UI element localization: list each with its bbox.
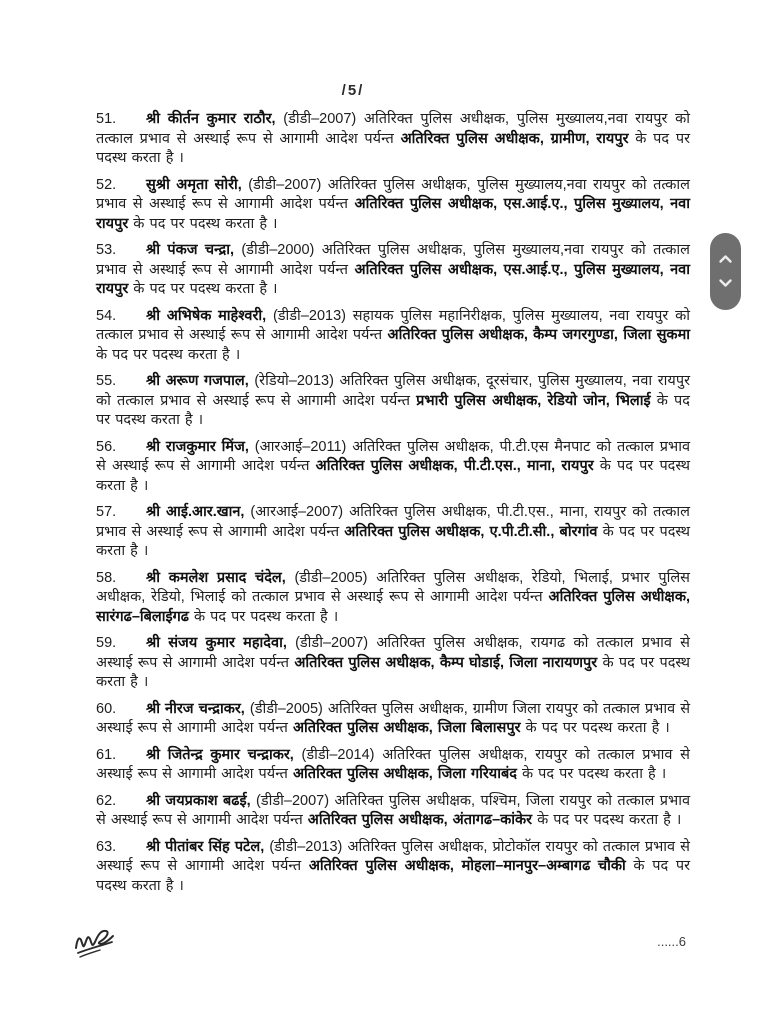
order-item	[96, 241, 690, 300]
item-body-text: (डीडी–2014) अतिरिक्त पुलिस अधीक्षक, रायपुर को तत्काल प्रभाव से अस्थाई रूप से आगामी आदेश पर्यन्त	[96, 746, 690, 782]
item-tail-text: के पद पर पदस्थ करता है ।	[128, 281, 278, 297]
scroll-controls	[710, 233, 741, 310]
item-body-text: (आरआई–2011) अतिरिक्त पुलिस अधीक्षक, पी.टी.एस मैनपाट को तत्काल प्रभाव से अस्थाई रूप से आगामी आदेश पर्यन्त	[96, 438, 691, 474]
item-number: 62.	[96, 792, 117, 809]
item-tail-text: के पद पर पदस्थ करता है ।	[532, 812, 682, 828]
item-number: 58.	[96, 569, 117, 586]
item-body-text: (रेडियो–2013) अतिरिक्त पुलिस अधीक्षक, दूरसंचार, पुलिस मुख्यालय, नवा रायपुर को तत्काल प्रभाव से अस्थाई रूप से आगामी आदेश पर्यन्त	[96, 373, 690, 409]
order-list	[96, 110, 690, 903]
item-number: 59.	[96, 635, 117, 651]
item-body-text: (डीडी–2013) सहायक पुलिस महानिरीक्षक, पुलिस मुख्यालय, नवा रायपुर को तत्काल प्रभाव से अस्थाई रूप से आगामी आदेश पर्यन्त	[96, 307, 690, 343]
new-posting: अतिरिक्त पुलिस अधीक्षक, मोहला–मानपुर–अम्बागढ चौकी	[308, 858, 626, 874]
item-number: 60.	[96, 700, 117, 717]
new-posting: अतिरिक्त पुलिस अधीक्षक, कैम्प जगरगुण्डा, जिला सुकमा	[387, 327, 690, 343]
item-tail-text: के पद पर पदस्थ करता है ।	[128, 215, 278, 232]
item-tail-text: के पद पर पदस्थ करता है ।	[96, 858, 691, 894]
officer-name: श्री जयप्रकाश बढई,	[146, 792, 251, 809]
officer-name: श्री जितेन्द्र कुमार चन्द्राकर,	[146, 746, 294, 763]
item-number: 61.	[96, 746, 117, 763]
item-body-text: (डीडी–2007) अतिरिक्त पुलिस अधीक्षक, पुलिस मुख्यालय,नवा रायपुर को तत्काल प्रभाव से अस्थाई रूप से आगामी आदेश पर्यन्त	[96, 176, 691, 212]
item-body-text: (डीडी–2000) अतिरिक्त पुलिस अधीक्षक, पुलिस मुख्यालय,नवा रायपुर को तत्काल प्रभाव से अस्थाई रूप से आगामी आदेश पर्यन्त	[96, 242, 690, 278]
item-number: 57.	[96, 504, 117, 520]
officer-name: श्री अरूण गजपाल,	[146, 373, 249, 389]
order-item	[96, 700, 690, 739]
order-item	[96, 438, 690, 497]
officer-name: श्री कमलेश प्रसाद चंदेल,	[146, 569, 286, 586]
item-tail-text: के पद पर पदस्थ करता है ।	[96, 458, 690, 494]
new-posting: अतिरिक्त पुलिस अधीक्षक, सारंगढ–बिलाईगढ	[96, 589, 690, 625]
item-body-text: (आरआई–2007) अतिरिक्त पुलिस अधीक्षक, पी.टी.एस., माना, रायपुर को तत्काल प्रभाव से अस्थाई रूप से आगामी आदेश पर्यन्त	[96, 504, 691, 540]
next-page-number: ......6	[657, 934, 686, 949]
order-item	[96, 792, 690, 831]
item-body-text: (डीडी–2005) अतिरिक्त पुलिस अधीक्षक, रेडियो, भिलाई, प्रभार पुलिस अधीक्षक, रेडियो, भिलाई को तत्काल प्रभाव से अस्थाई रूप से आगामी आदेश पर्यन्त	[96, 569, 690, 605]
page-number: /5/	[341, 82, 365, 99]
order-item	[96, 569, 690, 628]
signature-mark	[70, 922, 134, 970]
officer-name: श्री आई.आर.खान,	[146, 504, 245, 520]
officer-name: श्री राजकुमार मिंज,	[146, 438, 249, 455]
officer-name: श्री नीरज चन्द्राकर,	[146, 700, 245, 717]
item-tail-text: के पद पर पदस्थ करता है ।	[96, 130, 691, 166]
item-number: 55.	[96, 373, 117, 389]
item-number: 56.	[96, 438, 117, 455]
order-item	[96, 634, 690, 693]
item-number: 54.	[96, 307, 117, 324]
new-posting: अतिरिक्त पुलिस अधीक्षक, पी.टी.एस., माना, रायपुर	[315, 458, 594, 474]
scroll-up-button[interactable]	[717, 254, 735, 266]
officer-name: श्री संजय कुमार महादेवा,	[146, 635, 287, 651]
order-item	[96, 176, 690, 235]
new-posting: अतिरिक्त पुलिस अधीक्षक, कैम्प घोडाई, जिला नारायणपुर	[294, 654, 598, 671]
officer-name: सुश्री अमृता सोरी,	[146, 176, 242, 193]
order-item	[96, 503, 690, 562]
order-item	[96, 838, 690, 897]
item-tail-text: के पद पर पदस्थ करता है ।	[96, 346, 241, 363]
item-body-text: (डीडी–2007) अतिरिक्त पुलिस अधीक्षक, पुलिस मुख्यालय,नवा रायपुर को तत्काल प्रभाव से अस्थाई रूप से आगामी आदेश पर्यन्त	[96, 111, 690, 147]
new-posting: अतिरिक्त पुलिस अधीक्षक, जिला बिलासपुर	[292, 720, 521, 736]
item-number: 63.	[96, 838, 117, 855]
new-posting: अतिरिक्त पुलिस अधीक्षक, ग्रामीण, रायपुर	[400, 130, 629, 147]
chevron-up-icon	[718, 252, 733, 267]
new-posting: अतिरिक्त पुलिस अधीक्षक, एस.आई.ए., पुलिस मुख्यालय, नवा रायपुर	[96, 196, 690, 232]
new-posting: अतिरिक्त पुलिस अधीक्षक, जिला गरियाबंद	[292, 766, 517, 782]
order-item	[96, 110, 690, 169]
officer-name: श्री पीतांबर सिंह पटेल,	[146, 838, 265, 855]
item-body-text: (डीडी–2005) अतिरिक्त पुलिस अधीक्षक, ग्रामीण जिला रायपुर को तत्काल प्रभाव से अस्थाई रूप से आगामी आदेश पर्यन्त	[96, 700, 691, 736]
new-posting: अतिरिक्त पुलिस अधीक्षक, एस.आई.ए., पुलिस मुख्यालय, नवा रायपुर	[96, 261, 690, 297]
order-item	[96, 307, 690, 366]
officer-name: श्री अभिषेक माहेश्वरी,	[146, 307, 267, 324]
new-posting: प्रभारी पुलिस अधीक्षक, रेडियो जोन, भिलाई	[416, 392, 651, 409]
item-tail-text: के पद पर पदस्थ करता है ।	[96, 392, 690, 428]
item-tail-text: के पद पर पदस्थ करता है ।	[516, 766, 667, 782]
item-number: 52.	[96, 176, 117, 193]
new-posting: अतिरिक्त पुलिस अधीक्षक, ए.पी.टी.सी., बोरगांव	[344, 523, 598, 540]
new-posting: अतिरिक्त पुलिस अधीक्षक, अंतागढ–कांकेर	[307, 812, 533, 828]
item-number: 53.	[96, 242, 117, 258]
order-item	[96, 746, 690, 785]
item-body-text: (डीडी–2013) अतिरिक्त पुलिस अधीक्षक, प्रोटोकॉल रायपुर को तत्काल प्रभाव से अस्थाई रूप से आगामी आदेश पर्यन्त	[96, 838, 690, 874]
item-number: 51.	[96, 111, 117, 127]
officer-name: श्री कीर्तन कुमार राठौर,	[146, 111, 276, 127]
chevron-down-icon	[718, 276, 733, 291]
item-tail-text: के पद पर पदस्थ करता है ।	[96, 523, 691, 559]
item-tail-text: के पद पर पदस्थ करता है ।	[520, 720, 670, 736]
item-body-text: (डीडी–2007) अतिरिक्त पुलिस अधीक्षक, रायगढ को तत्काल प्रभाव से अस्थाई रूप से आगामी आदेश पर्यन्त	[96, 635, 690, 671]
scroll-down-button[interactable]	[717, 278, 735, 290]
item-tail-text: के पद पर पदस्थ करता है ।	[96, 654, 691, 690]
officer-name: श्री पंकज चन्द्रा,	[146, 242, 235, 258]
item-tail-text: के पद पर पदस्थ करता है ।	[188, 608, 339, 625]
order-item	[96, 372, 690, 431]
item-body-text: (डीडी–2007) अतिरिक्त पुलिस अधीक्षक, पश्चिम, जिला रायपुर को तत्काल प्रभाव से अस्थाई रूप से आगामी आदेश पर्यन्त	[96, 792, 691, 828]
